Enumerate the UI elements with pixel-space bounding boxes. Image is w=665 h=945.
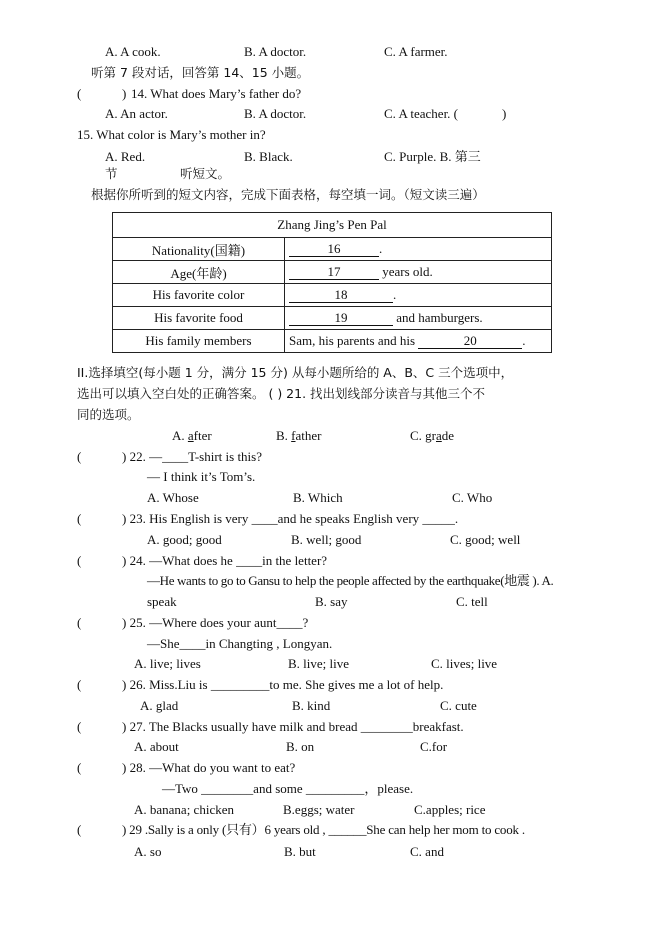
table-label: Age(年龄) [113, 261, 285, 284]
table-row [113, 307, 552, 330]
q26-question: ) 26. Miss.Liu is _________to me. She gives me a lot of help. [122, 677, 444, 692]
q15-option-c: C. Purple. B. 第三 [384, 149, 481, 164]
q25-option-b: B. live; live [288, 656, 350, 671]
q14-paren-close: ) [502, 106, 507, 121]
q29-option-a: A. so [134, 844, 162, 859]
passage-instruction: 根据你所听到的短文内容，完成下面表格，每空填一词。（短文读三遍） [91, 187, 485, 202]
pen-pal-table [112, 212, 552, 353]
q21-option-c: C. grade [410, 428, 455, 443]
section2-line2: 选出可以填入空白处的正确答案。 ( ) 21. 找出划线部分读音与其他三个不 [77, 386, 486, 401]
q15-option-a: A. Red. [105, 149, 146, 164]
q29-option-c: C. and [410, 844, 444, 859]
q25-question: ) 25. —Where does your aunt____? [122, 615, 309, 630]
q28-option-c: C.apples; rice [414, 802, 486, 817]
q27-option-a: A. about [134, 739, 179, 754]
answer-paren-open: ( [77, 719, 82, 734]
q21-option-a: A. after [172, 428, 212, 443]
q13-option-c: C. A farmer. [384, 44, 448, 59]
section2-line3: 同的选项。 [77, 407, 140, 422]
table-answer [285, 307, 552, 330]
q14-option-a: A. An actor. [105, 106, 168, 121]
table-answer [285, 261, 552, 284]
q25-option-a: A. live; lives [134, 656, 201, 671]
answer-blank: 18 [289, 288, 393, 303]
table-label: His favorite color [113, 284, 285, 307]
table-row [113, 261, 552, 284]
q21-option-b: B. father [276, 428, 322, 443]
q25-line2: —She____in Changting , Longyan. [147, 636, 333, 651]
answer-suffix: . [522, 333, 526, 348]
q26-option-c: C. cute [440, 698, 477, 713]
q14-option-b: B. A doctor. [244, 106, 307, 121]
q28-question: ) 28. —What do you want to eat? [122, 760, 296, 775]
q23-option-b: B. well; good [291, 532, 362, 547]
q23-question: ) 23. His English is very ____and he speaks English very _____. [122, 511, 459, 526]
q22-option-a: A. Whose [147, 490, 199, 505]
answer-paren-open: ( [77, 760, 82, 775]
q14-option-c: C. A teacher. ( [384, 106, 459, 121]
table-label: His favorite food [113, 307, 285, 330]
q24-option-c: C. tell [456, 594, 488, 609]
answer-blank: 16 [289, 242, 379, 257]
q27-question: ) 27. The Blacks usually have milk and bread ________breakfast. [122, 719, 464, 734]
dialog-instruction: 听第 7 段对话，回答第 14、15 小题。 [91, 65, 310, 80]
answer-paren-open: ( [77, 677, 82, 692]
q24-line2: —He wants to go to Gansu to help the people affected by the earthquake(地震 ). A. [147, 573, 554, 588]
answer-suffix: years old. [379, 264, 433, 279]
q14-stem: ) [122, 86, 127, 101]
q22-line2: — I think it’s Tom’s. [147, 469, 256, 484]
q25-option-c: C. lives; live [431, 656, 498, 671]
q22-option-b: B. Which [293, 490, 343, 505]
q23-option-a: A. good; good [147, 532, 222, 547]
answer-blank: 20 [418, 334, 522, 349]
q13-option-a: A. A cook. [105, 44, 161, 59]
section3-label: 节 [105, 166, 118, 181]
table-row [113, 238, 552, 261]
table-row [113, 330, 552, 353]
q26-option-b: B. kind [292, 698, 331, 713]
table-title: Zhang Jing’s Pen Pal [113, 213, 552, 238]
answer-paren-open: ( [77, 86, 82, 101]
section3-label-2: 听短文。 [180, 166, 231, 181]
table-label: His family members [113, 330, 285, 353]
answer-paren-open: ( [77, 449, 82, 464]
q26-option-a: A. glad [140, 698, 179, 713]
answer-suffix: . [379, 241, 383, 256]
q28-line2: —Two ________and some _________，please. [162, 781, 414, 796]
q29-option-b: B. but [284, 844, 316, 859]
section2-line1: II.选择填空(每小题 1 分，满分 15 分) 从每小题所给的 A、B、C 三个选项中， [77, 365, 514, 380]
q28-option-b: B.eggs; water [283, 802, 355, 817]
table-answer [285, 284, 552, 307]
table-answer [285, 330, 552, 353]
q27-option-c: C.for [420, 739, 448, 754]
answer-suffix: . [393, 287, 397, 302]
answer-prefix: Sam, his parents and his [289, 333, 419, 348]
table-row [113, 284, 552, 307]
q15-option-b: B. Black. [244, 149, 293, 164]
q22-question: ) 22. —____T-shirt is this? [122, 449, 262, 464]
answer-blank: 19 [289, 311, 393, 326]
table-answer [285, 238, 552, 261]
table-label: Nationality(国籍) [113, 238, 285, 261]
answer-paren-open: ( [77, 553, 82, 568]
q22-option-c: C. Who [452, 490, 493, 505]
q27-option-b: B. on [286, 739, 315, 754]
answer-suffix: and hamburgers. [393, 310, 483, 325]
q28-option-a: A. banana; chicken [134, 802, 234, 817]
answer-blank: 17 [289, 265, 379, 280]
q23-option-c: C. good; well [450, 532, 521, 547]
q24-option-a: speak [147, 594, 177, 609]
answer-paren-open: ( [77, 615, 82, 630]
q14-question: 14. What does Mary’s father do? [131, 86, 302, 101]
q29-question: ) 29 .Sally is a only (只有）6 years old , ______She can help her mom to cook . [122, 822, 525, 837]
q15-question: 15. What color is Mary’s mother in? [77, 127, 266, 142]
q24-question: ) 24. —What does he ____in the letter? [122, 553, 328, 568]
answer-paren-open: ( [77, 822, 82, 837]
q24-option-b: B. say [315, 594, 348, 609]
answer-paren-open: ( [77, 511, 82, 526]
q13-option-b: B. A doctor. [244, 44, 307, 59]
